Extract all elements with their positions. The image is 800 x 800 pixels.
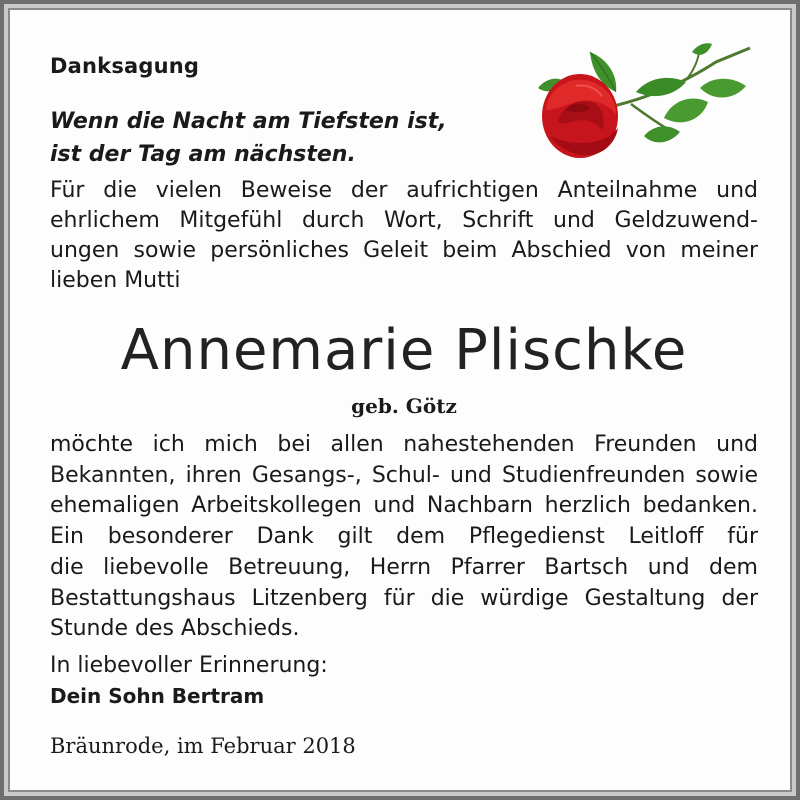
intro-line: lieben Mutti bbox=[50, 268, 181, 293]
notice-heading: Danksagung bbox=[50, 54, 200, 78]
deceased-name: Annemarie Plischke bbox=[120, 318, 688, 383]
birth-name: geb. Götz bbox=[351, 394, 457, 418]
thanks-line: ehemaligen Arbeitskollegen und Nachbarn herzlich bedanken. bbox=[50, 493, 758, 519]
motto-line: ist der Tag am nächsten. bbox=[50, 142, 356, 167]
intro-line: ehrlichem Mitgefühl durch Wort, Schrift und Geldzuwend- bbox=[50, 208, 758, 233]
thanks-line: Bekannten, ihren Gesangs-, Schul- und Studienfreunden sowie bbox=[50, 462, 758, 488]
motto-line: Wenn die Nacht am Tiefsten ist, bbox=[50, 109, 447, 134]
intro-line: Für die vielen Beweise der aufrichtigen Anteilnahme und bbox=[50, 178, 758, 203]
thanks-paragraph bbox=[50, 430, 758, 645]
place-date: Bräunrode, im Februar 2018 bbox=[50, 734, 356, 758]
intro-line: ungen sowie persönliches Geleit beim Abschied von meiner bbox=[50, 238, 758, 263]
red-rose-icon bbox=[536, 40, 758, 166]
thanks-line: die liebevolle Betreuung, Herrn Pfarrer Bartsch und dem bbox=[50, 554, 758, 580]
thanks-line: möchte ich mich bei allen nahestehenden Freunden und bbox=[50, 432, 758, 457]
thanks-line: Ein besonderer Dank gilt dem Pflegedienst Leitloff für bbox=[50, 524, 758, 550]
closing-block bbox=[50, 651, 758, 711]
closing-phrase: In liebevoller Erinnerung: bbox=[50, 653, 328, 678]
thanks-line: Stunde des Abschieds. bbox=[50, 616, 300, 642]
intro-paragraph bbox=[50, 176, 758, 296]
signer-name: Dein Sohn Bertram bbox=[50, 684, 265, 708]
thanks-line: Bestattungshaus Litzenberg für die würdige Gestaltung der bbox=[50, 585, 758, 611]
